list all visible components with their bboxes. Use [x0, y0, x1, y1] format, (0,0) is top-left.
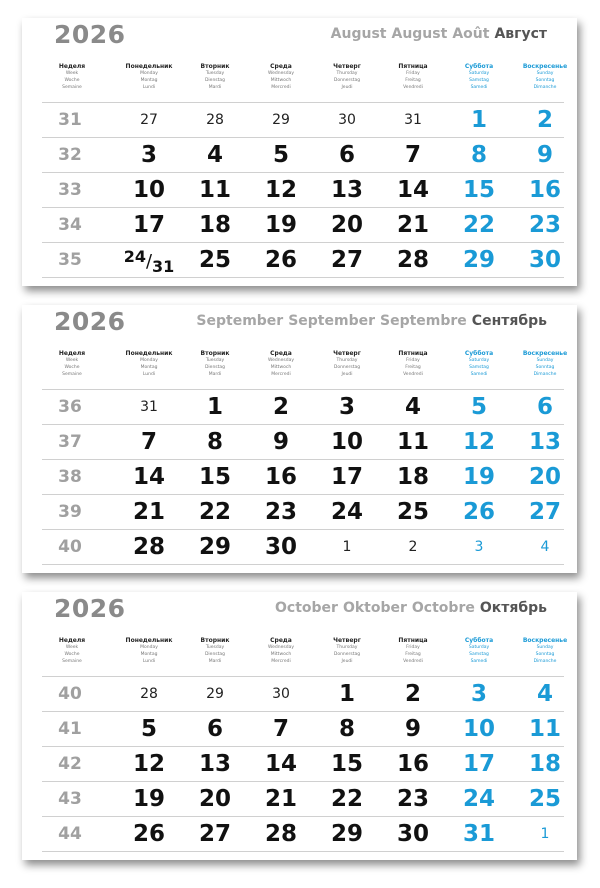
weekday-header	[314, 63, 380, 91]
day-cell: 3	[140, 142, 157, 168]
day-cell: 25	[528, 786, 561, 812]
day-cell: 23	[264, 499, 297, 525]
weekday-name-fr: Lundi	[142, 85, 156, 90]
weekday-name-en: Week	[65, 645, 79, 650]
weekday-name-de: Mittwoch	[270, 652, 292, 657]
weekday-name-fr: Mardi	[208, 85, 222, 90]
month-title	[275, 600, 547, 616]
weekday-name-fr: Samedi	[470, 85, 488, 90]
week-row	[42, 459, 564, 494]
day-cell: 27	[528, 499, 561, 525]
day-cell: 10	[462, 716, 495, 742]
day-cell: 31	[404, 112, 422, 128]
weekday-header	[314, 637, 380, 665]
week-number: 43	[58, 789, 82, 809]
day-cell: 17	[330, 464, 363, 490]
day-cell: 22	[462, 212, 495, 238]
week-row	[42, 137, 564, 172]
month-panel-august	[22, 18, 577, 286]
weekday-header	[116, 63, 182, 91]
weekday-name-en: Monday	[140, 645, 158, 650]
day-cell: 29	[462, 247, 495, 273]
day-cell: 16	[528, 177, 561, 203]
day-cell: 6	[536, 394, 553, 420]
day-cell: 21	[264, 786, 297, 812]
day-cell: 13	[528, 429, 561, 455]
week-row	[42, 207, 564, 242]
day-cell: 23	[396, 786, 429, 812]
day-cell: 29	[272, 112, 290, 128]
week-number: 44	[58, 824, 82, 844]
month-title	[196, 313, 547, 329]
weekday-name-ru: Среда	[270, 350, 292, 357]
week-column-header	[52, 350, 92, 378]
day-cell: 25	[198, 247, 231, 273]
weekday-name-fr: Mercredi	[271, 659, 291, 664]
day-cell: 30	[264, 534, 297, 560]
weekday-header	[512, 350, 578, 378]
weekday-header	[116, 350, 182, 378]
day-cell: 26	[264, 247, 297, 273]
weekday-name-ru: Среда	[270, 63, 292, 70]
weekday-name-fr: Lundi	[142, 372, 156, 377]
day-cell: 1	[206, 394, 223, 420]
day-cell: 17	[462, 751, 495, 777]
weekday-name-de: Freitag	[405, 652, 421, 657]
day-cell: 8	[338, 716, 355, 742]
day-cell: 3	[474, 539, 484, 555]
day-cell: 19	[264, 212, 297, 238]
weekday-name-fr: Vendredi	[403, 659, 423, 664]
day-cell: 5	[140, 716, 157, 742]
day-cell: 10	[330, 429, 363, 455]
weekday-name-fr: Jeudi	[341, 659, 353, 664]
day-cell: 15	[330, 751, 363, 777]
day-cell: 8	[470, 142, 487, 168]
weekday-name-en: Thursday	[336, 358, 358, 363]
weekday-name-de: Freitag	[405, 78, 421, 83]
weekday-name-en: Tuesday	[205, 358, 225, 363]
day-cell: 24	[330, 499, 363, 525]
weekday-name-fr: Semaine	[62, 659, 82, 664]
week-number: 36	[58, 397, 82, 417]
day-cell: 7	[404, 142, 421, 168]
weekday-name-de: Dienstag	[204, 365, 226, 370]
weekday-name-fr: Jeudi	[341, 372, 353, 377]
day-cell: 26	[132, 821, 165, 847]
week-row	[42, 816, 564, 852]
day-cell: 6	[206, 716, 223, 742]
weekday-name-en: Saturday	[468, 358, 490, 363]
weekday-name-ru: Неделя	[58, 63, 86, 70]
weekday-header	[116, 637, 182, 665]
weekday-name-de: Mittwoch	[270, 78, 292, 83]
day-cell: 2	[408, 539, 418, 555]
week-row	[42, 424, 564, 459]
week-column-header	[52, 637, 92, 665]
weekday-name-ru: Четверг	[333, 63, 361, 70]
weekday-name-ru: Суббота	[464, 350, 494, 357]
week-row	[42, 172, 564, 207]
weekday-name-en: Wednesday	[267, 358, 295, 363]
day-cell: 1	[470, 107, 487, 133]
weekday-name-de: Donnerstag	[333, 365, 361, 370]
month-panel-september	[22, 305, 577, 573]
month-name-en: August	[330, 26, 387, 42]
day-cell: 4	[536, 681, 553, 707]
weekday-header	[182, 637, 248, 665]
weekday-header	[380, 637, 446, 665]
month-header	[22, 592, 577, 632]
weekday-name-de: Dienstag	[204, 78, 226, 83]
weekday-name-de: Samstag	[469, 78, 489, 83]
day-cell: 3	[338, 394, 355, 420]
day-cell: 23	[528, 212, 561, 238]
day-cell: 29	[206, 686, 224, 702]
weekday-name-de: Woche	[64, 365, 80, 370]
weekday-name-de: Dienstag	[204, 652, 226, 657]
weekday-name-ru: Вторник	[200, 637, 230, 644]
day-cell: 1	[338, 681, 355, 707]
month-name-ru: Сентябрь	[471, 313, 547, 329]
weekday-name-fr: Semaine	[62, 85, 82, 90]
day-cell: 21	[396, 212, 429, 238]
weekday-name-de: Freitag	[405, 365, 421, 370]
day-cell: 28	[396, 247, 429, 273]
weekday-name-fr: Mardi	[208, 372, 222, 377]
day-cell: 7	[272, 716, 289, 742]
day-cell: 24	[462, 786, 495, 812]
week-row	[42, 781, 564, 816]
weekday-name-ru: Суббота	[464, 63, 494, 70]
weekday-name-fr: Vendredi	[403, 372, 423, 377]
week-row	[42, 711, 564, 746]
day-cell: 20	[528, 464, 561, 490]
weekday-header	[446, 63, 512, 91]
day-cell: 1	[342, 539, 352, 555]
year-label: 2026	[54, 20, 126, 49]
weekday-name-en: Friday	[406, 645, 420, 650]
weekday-header	[182, 63, 248, 91]
week-number: 31	[58, 110, 82, 130]
year-label: 2026	[54, 307, 126, 336]
weekday-name-en: Monday	[140, 358, 158, 363]
weekday-name-de: Woche	[64, 652, 80, 657]
week-number: 38	[58, 467, 82, 487]
week-number: 34	[58, 215, 82, 235]
day-cell: 12	[132, 751, 165, 777]
day-cell: 12	[264, 177, 297, 203]
day-cell: 9	[272, 429, 289, 455]
day-cell: 11	[396, 429, 429, 455]
split-date-first: 24	[123, 247, 146, 266]
day-cell: 1	[540, 826, 550, 842]
weekday-name-en: Thursday	[336, 645, 358, 650]
week-number: 42	[58, 754, 82, 774]
weekday-name-de: Sonntag	[535, 78, 555, 83]
day-cell: 5	[470, 394, 487, 420]
day-cell: 8	[206, 429, 223, 455]
weekday-name-en: Thursday	[336, 71, 358, 76]
day-cell: 30	[528, 247, 561, 273]
day-cell: 22	[330, 786, 363, 812]
week-row	[42, 676, 564, 711]
month-name-fr: Août	[452, 26, 490, 42]
week-number: 40	[58, 684, 82, 704]
week-number: 37	[58, 432, 82, 452]
week-row	[42, 494, 564, 529]
day-cell: 18	[198, 212, 231, 238]
weekday-name-fr: Vendredi	[403, 85, 423, 90]
month-name-de: September	[288, 313, 375, 329]
weekday-header	[380, 350, 446, 378]
weekday-name-en: Wednesday	[267, 645, 295, 650]
month-title	[331, 26, 547, 42]
day-cell: 14	[264, 751, 297, 777]
weekday-name-de: Montag	[140, 78, 158, 83]
weekday-name-fr: Mercredi	[271, 372, 291, 377]
day-cell: 11	[528, 716, 561, 742]
day-cell: 29	[198, 534, 231, 560]
weekday-name-ru: Четверг	[333, 350, 361, 357]
weekday-name-en: Week	[65, 71, 79, 76]
day-cell: 12	[462, 429, 495, 455]
weekday-name-ru: Суббота	[464, 637, 494, 644]
weekday-name-ru: Понедельник	[125, 637, 173, 644]
weekday-header	[314, 350, 380, 378]
month-name-ru: Октябрь	[479, 600, 547, 616]
weekday-header	[380, 63, 446, 91]
weekday-name-ru: Понедельник	[125, 63, 173, 70]
weekday-name-en: Monday	[140, 71, 158, 76]
weekday-name-fr: Samedi	[470, 659, 488, 664]
weekday-name-en: Wednesday	[267, 71, 295, 76]
month-header	[22, 18, 577, 58]
weekday-name-ru: Неделя	[58, 637, 86, 644]
weekday-name-ru: Воскресенье	[522, 350, 568, 357]
week-row	[42, 389, 564, 424]
weekday-name-fr: Dimanche	[533, 372, 557, 377]
weekday-name-en: Saturday	[468, 71, 490, 76]
weekday-name-en: Tuesday	[205, 645, 225, 650]
day-cell: 13	[198, 751, 231, 777]
day-cell: 31	[462, 821, 495, 847]
weekday-name-ru: Пятница	[398, 637, 428, 644]
day-cell: 25	[396, 499, 429, 525]
weekday-name-de: Donnerstag	[333, 78, 361, 83]
weekday-name-en: Tuesday	[205, 71, 225, 76]
weekday-name-en: Sunday	[536, 71, 554, 76]
weekday-header	[248, 63, 314, 91]
weekday-name-fr: Semaine	[62, 372, 82, 377]
weekday-name-ru: Неделя	[58, 350, 86, 357]
month-name-de: Oktober	[342, 600, 407, 616]
month-name-en: September	[196, 313, 284, 329]
day-cell: 30	[396, 821, 429, 847]
weekday-name-fr: Dimanche	[533, 659, 557, 664]
day-cell: 9	[404, 716, 421, 742]
week-row	[42, 102, 564, 137]
weekday-header	[182, 350, 248, 378]
day-cell: 16	[396, 751, 429, 777]
weekday-name-de: Samstag	[469, 365, 489, 370]
weekday-header	[446, 637, 512, 665]
day-cell: 18	[396, 464, 429, 490]
day-cell: 28	[264, 821, 297, 847]
day-cell: 16	[264, 464, 297, 490]
weekday-name-de: Woche	[64, 78, 80, 83]
day-cell: 2	[536, 107, 553, 133]
weekday-name-de: Sonntag	[535, 365, 555, 370]
day-cell: 18	[528, 751, 561, 777]
month-name-fr: Octobre	[411, 600, 475, 616]
day-cell: 20	[330, 212, 363, 238]
day-cell: 19	[462, 464, 495, 490]
weekday-header	[512, 637, 578, 665]
weekday-name-ru: Вторник	[200, 63, 230, 70]
weekday-name-ru: Вторник	[200, 350, 230, 357]
day-cell: 2	[404, 681, 421, 707]
week-number: 41	[58, 719, 82, 739]
day-cell: 28	[206, 112, 224, 128]
month-name-de: August	[391, 26, 448, 42]
week-number: 33	[58, 180, 82, 200]
day-cell: 4	[540, 539, 550, 555]
day-cell: 30	[272, 686, 290, 702]
day-cell: 4	[404, 394, 421, 420]
day-cell: 10	[132, 177, 165, 203]
weekday-name-ru: Понедельник	[125, 350, 173, 357]
split-date-second: 31	[152, 257, 175, 276]
week-number: 39	[58, 502, 82, 522]
week-row	[42, 746, 564, 781]
weekday-name-en: Sunday	[536, 358, 554, 363]
day-cell: 3	[470, 681, 487, 707]
day-cell: 28	[132, 534, 165, 560]
split-date	[123, 247, 175, 276]
week-row	[42, 529, 564, 565]
weekday-header	[512, 63, 578, 91]
weekday-name-fr: Mercredi	[271, 85, 291, 90]
day-cell: 14	[396, 177, 429, 203]
day-cell: 27	[198, 821, 231, 847]
weekday-name-ru: Среда	[270, 637, 292, 644]
day-cell: 17	[132, 212, 165, 238]
weekday-header	[248, 350, 314, 378]
week-number: 40	[58, 537, 82, 557]
week-number: 32	[58, 145, 82, 165]
day-cell: 13	[330, 177, 363, 203]
weekday-name-en: Friday	[406, 71, 420, 76]
month-name-en: October	[275, 600, 338, 616]
weekday-name-fr: Dimanche	[533, 85, 557, 90]
weekday-name-de: Montag	[140, 365, 158, 370]
weekday-name-de: Donnerstag	[333, 652, 361, 657]
day-cell: 2	[272, 394, 289, 420]
weekday-name-de: Mittwoch	[270, 365, 292, 370]
day-cell: 27	[330, 247, 363, 273]
week-row	[42, 242, 564, 278]
weekday-name-ru: Четверг	[333, 637, 361, 644]
day-cell: 15	[198, 464, 231, 490]
day-cell: 19	[132, 786, 165, 812]
day-cell: 26	[462, 499, 495, 525]
week-number: 35	[58, 250, 82, 270]
year-label: 2026	[54, 594, 126, 623]
day-cell	[116, 243, 182, 277]
day-cell: 30	[338, 112, 356, 128]
weekday-header	[248, 637, 314, 665]
weekday-name-fr: Lundi	[142, 659, 156, 664]
weekday-header	[446, 350, 512, 378]
day-cell: 28	[140, 686, 158, 702]
weekday-name-de: Samstag	[469, 652, 489, 657]
day-cell: 27	[140, 112, 158, 128]
week-column-header	[52, 63, 92, 91]
month-header	[22, 305, 577, 345]
weekday-name-en: Sunday	[536, 645, 554, 650]
day-cell: 31	[140, 399, 158, 415]
weekday-name-fr: Samedi	[470, 372, 488, 377]
weekday-name-de: Sonntag	[535, 652, 555, 657]
day-cell: 4	[206, 142, 223, 168]
weekday-name-ru: Пятница	[398, 350, 428, 357]
month-name-fr: Septembre	[380, 313, 467, 329]
day-cell: 21	[132, 499, 165, 525]
month-name-ru: Август	[494, 26, 547, 42]
month-panel-october	[22, 592, 577, 860]
weekday-name-de: Montag	[140, 652, 158, 657]
day-cell: 22	[198, 499, 231, 525]
day-cell: 5	[272, 142, 289, 168]
day-cell: 15	[462, 177, 495, 203]
weekday-name-en: Saturday	[468, 645, 490, 650]
day-cell: 29	[330, 821, 363, 847]
weekday-name-ru: Воскресенье	[522, 637, 568, 644]
day-cell: 6	[338, 142, 355, 168]
day-cell: 20	[198, 786, 231, 812]
day-cell: 14	[132, 464, 165, 490]
weekday-name-en: Friday	[406, 358, 420, 363]
day-cell: 9	[536, 142, 553, 168]
weekday-name-fr: Jeudi	[341, 85, 353, 90]
split-date-slash: /	[145, 251, 153, 272]
weekday-name-ru: Пятница	[398, 63, 428, 70]
weekday-name-en: Week	[65, 358, 79, 363]
weekday-name-ru: Воскресенье	[522, 63, 568, 70]
weekday-name-fr: Mardi	[208, 659, 222, 664]
day-cell: 11	[198, 177, 231, 203]
day-cell: 7	[140, 429, 157, 455]
